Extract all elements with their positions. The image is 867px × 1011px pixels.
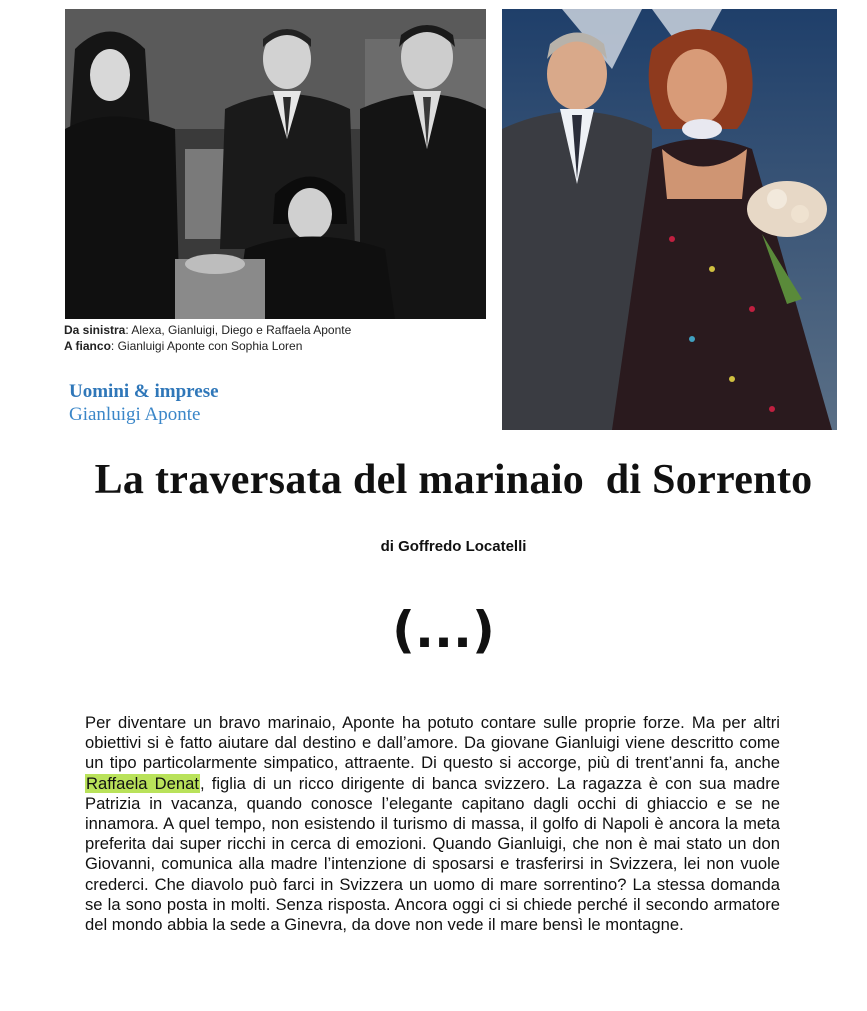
article-headline: La traversata del marinaio di Sorrento [94, 457, 813, 503]
highlighted-name: Raffaela Denat [86, 773, 199, 793]
omission-marker: (...) [392, 601, 495, 659]
byline: di Goffredo Locatelli [380, 538, 527, 555]
couple-photo [502, 9, 837, 430]
group-photo [65, 9, 486, 319]
section-label [69, 380, 489, 426]
caption-line-1: Da sinistra: Alexa, Gianluigi, Diego e Raffaela Aponte [64, 323, 352, 337]
section-category: Uomini & imprese [69, 381, 219, 402]
photo-caption [64, 322, 484, 354]
caption-line-2: A fianco: Gianluigi Aponte con Sophia Loren [64, 339, 303, 353]
section-subject: Gianluigi Aponte [69, 404, 201, 425]
article-body: Per diventare un bravo marinaio, Aponte ha potuto contare sulle proprie forze. Ma per altri obiettivi si è fatto aiutare dal destino e dall’amore. Da giovane Gianluigi viene descritto come un tipo particolarmente simpatico, attraente. Di questo si accorge, più di trent’anni fa, anche Raffaela Denat, figlia di un ricco dirigente di banca svizzero. La ragazza è con sua madre Patrizia in vacanza, quando conosce l’elegante capitano dagli occhi di ghiaccio e se ne innamora. A quel tempo, non esistendo il turismo di massa, il golfo di Napoli è ancora la meta preferita dai super ricchi in cerca di emozioni. Quando Gianluigi, che non è mai stato un don Giovanni, comunica alla madre l’intenzione di sposarsi e trasferirsi in Svizzera, lei non vuole crederci. Che diavolo può farci in Svizzera un uomo di mare sorrentino? La stessa domanda se la sono posta in molti. Senza risposta. Ancora oggi ci si chiede perché il secondo armatore del mondo abbia la sede a Ginevra, da dove non vede il mare bensì le montagne. [85, 713, 780, 935]
